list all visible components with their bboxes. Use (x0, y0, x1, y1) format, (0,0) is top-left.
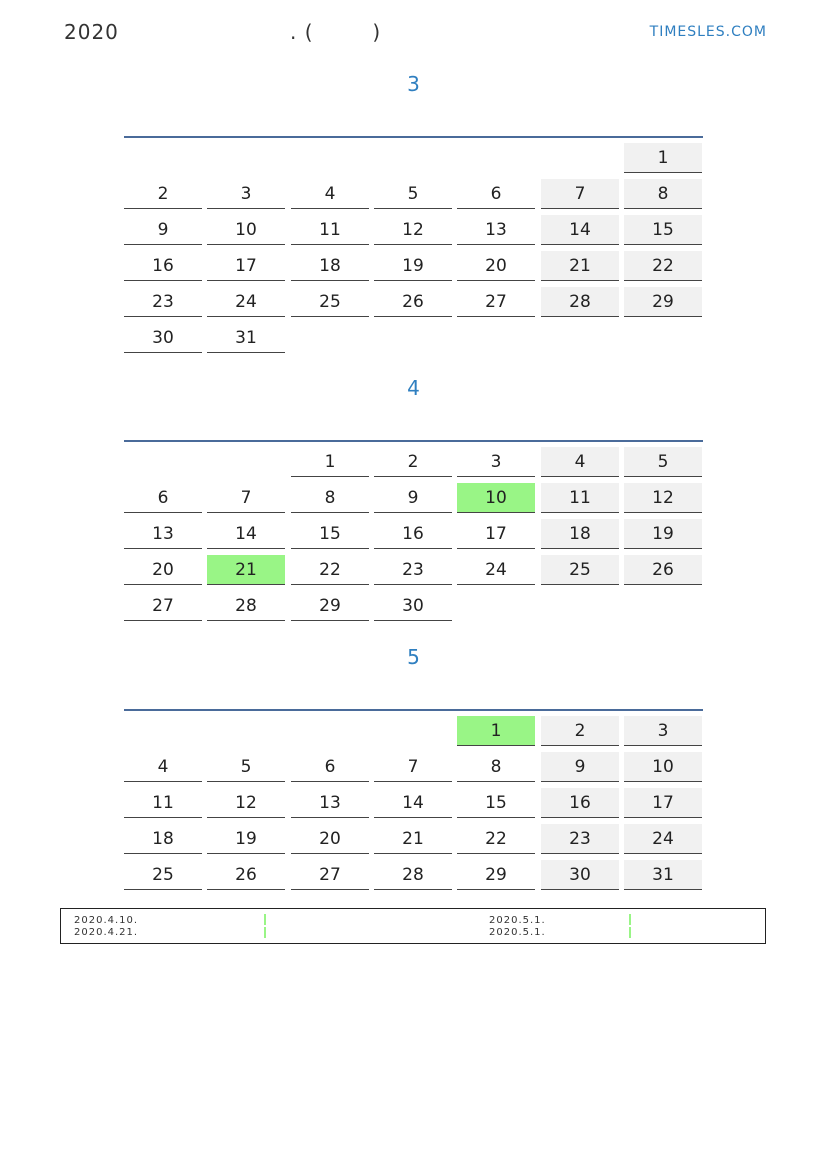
calendar-day: 7 (541, 179, 619, 209)
calendar-day: 21 (374, 824, 452, 854)
calendar-day: 2 (541, 716, 619, 746)
calendar-day: 20 (124, 555, 202, 585)
calendar-day: 27 (291, 860, 369, 890)
calendar-day: 1 (624, 143, 702, 173)
calendar-day: 13 (291, 788, 369, 818)
legend-date: 2020.5.1. (489, 915, 546, 926)
legend-date: 2020.4.10. (74, 915, 139, 926)
holiday-legend (60, 908, 766, 944)
calendar-day: 17 (207, 251, 285, 281)
calendar-day: 5 (374, 179, 452, 209)
calendar-day: 27 (457, 287, 535, 317)
calendar-day: 25 (291, 287, 369, 317)
calendar-day: 4 (124, 752, 202, 782)
month-title: 3 (407, 72, 420, 96)
calendar-day: 11 (541, 483, 619, 513)
calendar-day: 21 (541, 251, 619, 281)
calendar-day: 8 (291, 483, 369, 513)
month-march (124, 72, 703, 348)
calendar-day: 19 (624, 519, 702, 549)
calendar-day: 20 (457, 251, 535, 281)
month-april (124, 376, 703, 616)
calendar-day: 2 (374, 447, 452, 477)
calendar-day: 29 (624, 287, 702, 317)
calendar-day: 30 (541, 860, 619, 890)
calendar-day: 8 (457, 752, 535, 782)
calendar-rule (124, 709, 703, 711)
calendar-day: 29 (291, 591, 369, 621)
calendar-day: 14 (207, 519, 285, 549)
month-title: 4 (407, 376, 420, 400)
calendar-day: 23 (124, 287, 202, 317)
calendar-day: 6 (457, 179, 535, 209)
calendar-day: 19 (374, 251, 452, 281)
calendar-day: 17 (624, 788, 702, 818)
calendar-day: 22 (291, 555, 369, 585)
calendar-day: 14 (541, 215, 619, 245)
legend-marker (629, 914, 631, 925)
brand-link[interactable]: TIMESLES.COM (649, 24, 767, 40)
calendar-day: 26 (374, 287, 452, 317)
calendar-day: 24 (457, 555, 535, 585)
calendar-day: 11 (291, 215, 369, 245)
calendar-day: 3 (207, 179, 285, 209)
legend-date: 2020.4.21. (74, 927, 139, 938)
calendar-day: 28 (374, 860, 452, 890)
legend-marker (629, 927, 631, 938)
calendar-day: 3 (457, 447, 535, 477)
header-subtitle: . ( ) (290, 20, 382, 44)
calendar-day: 28 (207, 591, 285, 621)
calendar-day: 7 (207, 483, 285, 513)
calendar-day: 6 (291, 752, 369, 782)
calendar-day: 25 (124, 860, 202, 890)
calendar-day: 13 (457, 215, 535, 245)
calendar-day: 18 (124, 824, 202, 854)
calendar-day: 29 (457, 860, 535, 890)
calendar-day: 11 (124, 788, 202, 818)
calendar-day: 18 (291, 251, 369, 281)
legend-date: 2020.5.1. (489, 927, 546, 938)
calendar-rule (124, 440, 703, 442)
calendar-day: 22 (624, 251, 702, 281)
calendar-day: 27 (124, 591, 202, 621)
calendar-day: 15 (457, 788, 535, 818)
calendar-day: 6 (124, 483, 202, 513)
calendar-day: 17 (457, 519, 535, 549)
calendar-day: 19 (207, 824, 285, 854)
calendar-day: 12 (624, 483, 702, 513)
calendar-day: 4 (291, 179, 369, 209)
calendar-day: 26 (624, 555, 702, 585)
calendar-day: 9 (124, 215, 202, 245)
calendar-day: 16 (541, 788, 619, 818)
calendar-day: 12 (374, 215, 452, 245)
calendar-day: 1 (291, 447, 369, 477)
calendar-day: 1 (457, 716, 535, 746)
calendar-day: 23 (374, 555, 452, 585)
calendar-rule (124, 136, 703, 138)
calendar-day: 16 (374, 519, 452, 549)
calendar-day: 24 (207, 287, 285, 317)
calendar-day: 5 (624, 447, 702, 477)
calendar-day: 2 (124, 179, 202, 209)
calendar-day: 31 (207, 323, 285, 353)
header-year: 2020 (64, 20, 119, 44)
calendar-day: 31 (624, 860, 702, 890)
calendar-day: 13 (124, 519, 202, 549)
calendar-day: 12 (207, 788, 285, 818)
calendar-day: 5 (207, 752, 285, 782)
calendar-day: 18 (541, 519, 619, 549)
calendar-day: 16 (124, 251, 202, 281)
calendar-day: 9 (541, 752, 619, 782)
month-may (124, 645, 703, 885)
calendar-day: 20 (291, 824, 369, 854)
calendar-day: 25 (541, 555, 619, 585)
calendar-day: 10 (624, 752, 702, 782)
month-title: 5 (407, 645, 420, 669)
calendar-day: 7 (374, 752, 452, 782)
calendar-day: 15 (624, 215, 702, 245)
calendar-day: 21 (207, 555, 285, 585)
calendar-day: 23 (541, 824, 619, 854)
calendar-day: 28 (541, 287, 619, 317)
calendar-day: 4 (541, 447, 619, 477)
calendar-day: 15 (291, 519, 369, 549)
calendar-day: 26 (207, 860, 285, 890)
calendar-day: 10 (207, 215, 285, 245)
calendar-day: 8 (624, 179, 702, 209)
calendar-day: 9 (374, 483, 452, 513)
legend-marker (264, 914, 266, 925)
calendar-day: 24 (624, 824, 702, 854)
calendar-day: 22 (457, 824, 535, 854)
legend-marker (264, 927, 266, 938)
calendar-day: 30 (124, 323, 202, 353)
calendar-day: 30 (374, 591, 452, 621)
calendar-day: 14 (374, 788, 452, 818)
calendar-day: 10 (457, 483, 535, 513)
calendar-day: 3 (624, 716, 702, 746)
